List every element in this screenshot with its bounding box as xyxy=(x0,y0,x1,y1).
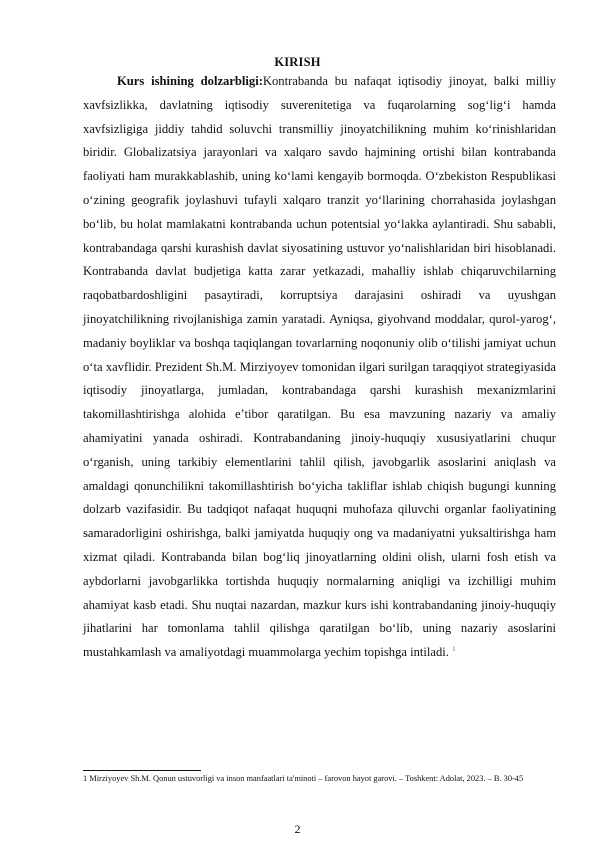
body-paragraph xyxy=(83,70,556,665)
footnote: 1 Mirziyoyev Sh.M. Qonun ustuvorligi va inson manfaatlari ta'minoti – farovon hayot garovi. – Toshkent: Adolat, 2023. – B. 30-45 xyxy=(83,774,524,783)
footnote-divider xyxy=(83,770,201,771)
page-number: 2 xyxy=(294,822,301,836)
footnote-marker[interactable]: 1 xyxy=(452,644,456,653)
section-heading: KIRISH xyxy=(274,55,321,69)
paragraph-lead: Kurs ishining dolzarbligi: xyxy=(117,74,263,88)
paragraph-text: Kontrabanda bu nafaqat iqtisodiy jinoyat, balki milliy xavfsizlikka, davlatning iqtisodiy suverenitetiga va fuqarolarning sog‘lig‘i hamda xavfsizligiga jiddiy tahdid soluvchi transmilliy jinoyatchilikning muhim ko‘rinishlaridan biridir. Globalizatsiya jarayonlari va xalqaro savdo hajmining ortishi bilan kontrabanda faoliyati ham murakkablashib, uning ko‘lami kengayib bormoqda. O‘zbekiston Respublikasi o‘zining geografik joylashuvi tufayli xalqaro tranzit yo‘llarining chorrahasida joylashgan bo‘lib, bu holat mamlakatni kontrabanda uchun potentsial yo‘lakka aylantiradi. Shu sababli, kontrabandaga qarshi kurashish davlat siyosatining ustuvor yo‘nalishlaridan biri hisoblanadi. Kontrabanda davlat budjetiga katta zarar yetkazadi, mahalliy ishlab chiqaruvchilarning raqobatbardoshligini pasaytiradi, korruptsiya darajasini oshiradi va uyushgan jinoyatchilikning rivojlanishiga zamin yaratadi. Ayniqsa, giyohvand moddalar, qurol-yarog‘, madaniy boyliklar va boshqa taqiqlangan tovarlarning noqonuniy olib o‘tilishi jamiyat uchun o‘ta xavflidir. Prezident Sh.M. Mirziyoyev tomonidan ilgari surilgan taraqqiyot strategiyasida iqtisodiy jinoyatlarga, jumladan, kontrabandaga qarshi kurashish mexanizmlarini takomillashtirishga alohida e’tibor qaratilgan. Bu esa mavzuning nazariy va amaliy ahamiyatini yanada oshiradi. Kontrabandaning jinoiy-huquqiy xususiyatlarini chuqur o‘rganish, uning tarkibiy elementlarini tahlil qilish, javobgarlik asoslarini aniqlash va amaldagi qonunchilikni takomillashtirish bo‘yicha takliflar ishlab chiqish bugungi kunning dolzarb vazifasidir. Bu tadqiqot nafaqat huquqni muhofaza qiluvchi organlar faoliyatining samaradorligini oshirishga, balki jamiyatda huquqiy ong va madaniyatni yuksaltirishga ham xizmat qiladi. Kontrabanda bilan bog‘liq jinoyatlarning oldini olish, ularni fosh etish va aybdorlarni javobgarlikka tortishda huquqiy normalarning aniqligi va izchilligi muhim ahamiyat kasb etadi. Shu nuqtai nazardan, mazkur kurs ishi kontrabandaning jinoiy-huquqiy jihatlarini har tomonlama tahlil qilishga qaratilgan bo‘lib, uning nazariy asoslarini mustahkamlash va amaliyotdagi muammolarga yechim topishga intiladi. xyxy=(83,74,556,660)
